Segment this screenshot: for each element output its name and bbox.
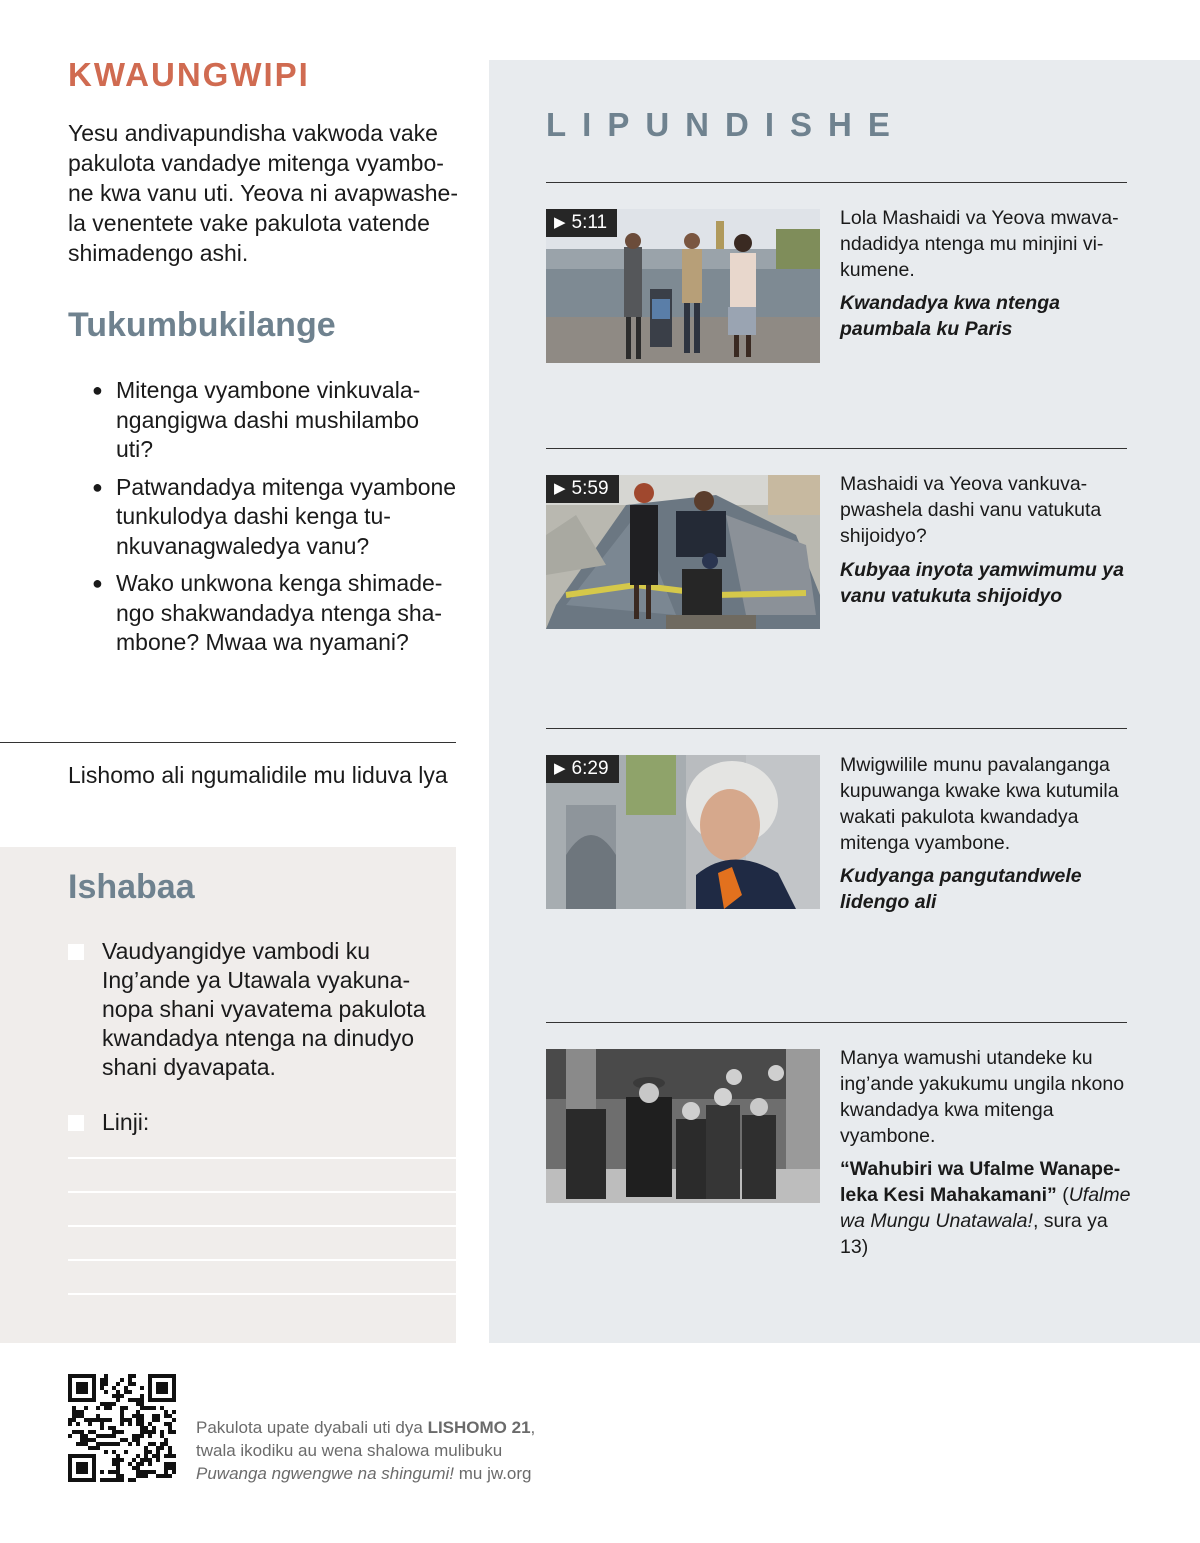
bullet-icon: ●: [92, 476, 103, 497]
footer-lesson-label: LISHOMO 21: [427, 1418, 531, 1437]
write-line[interactable]: [68, 1259, 456, 1261]
resource-title-link[interactable]: Kudyanga pangutandwele lidengo ali: [840, 865, 1082, 913]
review-question: [92, 569, 462, 658]
divider: [0, 742, 456, 743]
divider: [546, 728, 1127, 729]
video-duration-badge: ▶ 5:59: [546, 475, 619, 503]
review-question-text: Patwandadya mitenga vyambone tunkulodya dashi kenga tunkuvanagwaledya vanu?: [116, 473, 457, 559]
resource-title-link[interactable]: Kwandadya kwa ntenga paumbala ku Paris: [840, 292, 1060, 340]
play-icon: ▶: [554, 214, 566, 231]
explore-heading: LIPUNDISHE: [546, 106, 906, 143]
footer-line1-suffix: ,: [530, 1418, 536, 1437]
goal-text: Linji:: [102, 1109, 150, 1135]
resource-title-link[interactable]: Kubyaa inyota yamwimumu ya vanu vatukuta shijoidyo: [840, 559, 1124, 607]
summary-heading: KWAUNGWIPI: [68, 56, 310, 93]
resource-description: Mashaidi va Yeova vankuvapwashela dashi vanu vatukuta shijoidyo?: [840, 473, 1102, 547]
resource-title-link[interactable]: [840, 1156, 1140, 1260]
write-line[interactable]: [68, 1191, 456, 1193]
play-icon: ▶: [554, 480, 566, 497]
review-question-text: Mitenga vyambone vinkuvalangangigwa dashi mushilambo uti?: [116, 377, 421, 462]
write-line[interactable]: [68, 1157, 456, 1159]
resource-book-title: Ufalme wa Mungu Unatawala!: [840, 1184, 1131, 1232]
review-question: [92, 473, 462, 562]
qr-code-icon[interactable]: [68, 1374, 176, 1482]
review-question-text: Wako unkwona kenga shimadengo shakwandadya ntenga shambone? Mwaa wa nyamani?: [116, 570, 443, 655]
checkbox-icon[interactable]: [68, 944, 84, 960]
video-thumbnail-elderly-woman[interactable]: [546, 755, 820, 909]
video-duration-badge: ▶ 6:29: [546, 755, 619, 783]
review-heading: Tukumbukilange: [68, 306, 336, 344]
footer-note: [196, 1416, 616, 1485]
article-thumbnail-historic[interactable]: [546, 1049, 820, 1203]
play-icon: ▶: [554, 760, 566, 777]
resource-description: Mwigwilile munu pavalanganga kupuwanga kwake kwa kutumila wakati pakulota kwandadya mitenga vyambone.: [840, 754, 1119, 854]
video-duration-badge: ▶ 5:11: [546, 209, 617, 237]
bullet-icon: ●: [92, 573, 103, 593]
divider: [546, 1022, 1127, 1023]
divider: [546, 448, 1127, 449]
footer-line1-prefix: Pakulota upate dyabali uti dya: [196, 1418, 428, 1437]
goal-text: Vaudyangidye vambodi ku Ing’ande ya Utawala vyakunanopa shani vyavatema pakulota kwandadya ntenga na dinudyo shani dyavapata.: [102, 938, 426, 1080]
write-line[interactable]: [68, 1225, 456, 1227]
summary-text: Yesu andivapundisha vakwoda vake pakulota vandadye mitenga vyambone kwa vanu uti. Yeova ni avapwashela venentete vake pakulota vatende shimadengo ashi.: [68, 120, 459, 266]
resource-description: Manya wamushi utandeke ku ing’ande yakukumu ungila nkono kwandadya kwa mitenga vyambone.: [840, 1047, 1125, 1147]
video-thumbnail-tents[interactable]: [546, 475, 820, 629]
footer-line2: twala ikodiku au wena shalowa mulibuku: [196, 1441, 503, 1460]
review-question-list: [92, 376, 462, 666]
footer-book-title: Puwanga ngwengwe na shingumi!: [196, 1464, 455, 1483]
resource-chapter: , sura ya 13): [840, 1210, 1108, 1258]
historic-group-photo: [546, 1049, 820, 1203]
footer-site: mu jw.org: [454, 1464, 532, 1483]
write-line[interactable]: [68, 1293, 456, 1295]
review-question: [92, 376, 462, 465]
bullet-icon: ●: [92, 380, 103, 400]
goals-heading: Ishabaa: [68, 868, 195, 906]
resource-description: Lola Mashaidi va Yeova mwavandadidya ntenga mu minjini vikumene.: [840, 207, 1119, 281]
lesson-completion-note: Lishomo ali ngumalidile mu liduva lya: [68, 762, 448, 788]
divider: [546, 182, 1127, 183]
resource-title-paren: (: [1056, 1184, 1069, 1206]
checkbox-icon[interactable]: [68, 1115, 84, 1131]
resource-title-bold: “Wahubiri wa Ufalme Wanapeleka Kesi Mahakamani”: [840, 1158, 1121, 1206]
video-thumbnail-paris[interactable]: [546, 209, 820, 363]
goals-box: [0, 847, 456, 1343]
